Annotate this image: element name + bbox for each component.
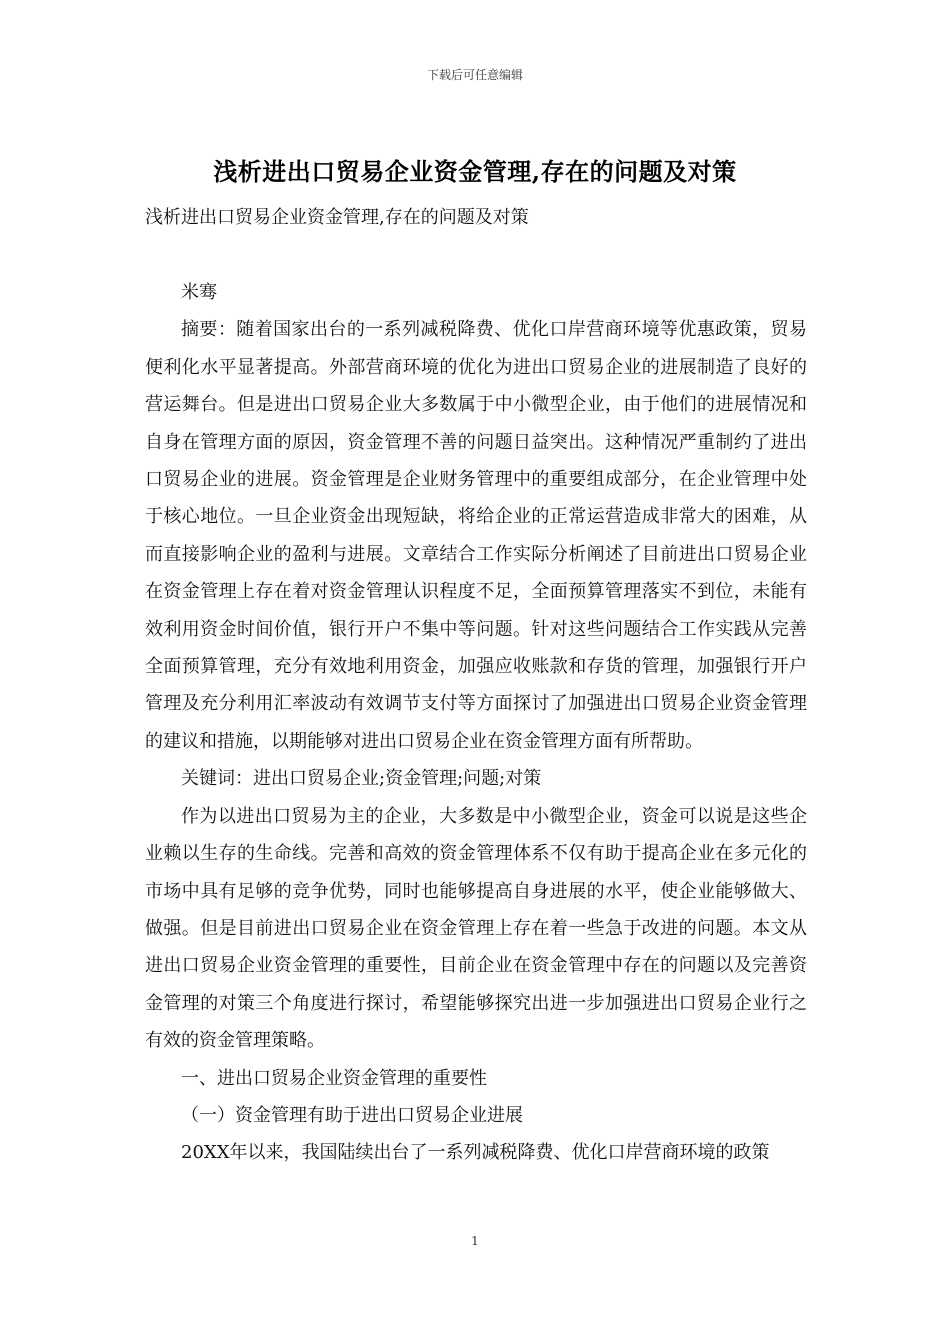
page-number: 1 xyxy=(471,1234,479,1248)
section-heading-1: 一、进出口贸易企业资金管理的重要性 xyxy=(181,1067,487,1089)
intro-paragraph: 作为以进出口贸易为主的企业，大多数是中小微型企业，资金可以说是这些企业赖以生存的生命线。完善和高效的资金管理体系不仅有助于提高企业在多元化的市场中具有足够的竞争优势，同时也能够提高自身进展的水平，使企业能够做大、做强。但是目前进出口贸易企业在资金管理上存在着一些急于改进的问题。本文从进出口贸易企业资金管理的重要性，目前企业在资金管理中存在的问题以及完善资金管理的对策三个角度进行探讨，希望能够探究出进一步加强进出口贸易企业行之有效的资金管理策略。 xyxy=(145,805,807,1052)
page-header-note: 下载后可任意编辑 xyxy=(426,68,523,82)
author-name: 米骞 xyxy=(181,282,217,303)
keywords-line: 关键词：进出口贸易企业;资金管理;问题;对策 xyxy=(181,768,542,790)
abstract-paragraph: 摘要：随着国家出台的一系列减税降费、优化口岸营商环境等优惠政策，贸易便利化水平显著提高。外部营商环境的优化为进出口贸易企业的进展制造了良好的营运舞台。但是进出口贸易企业大多数属于中小微型企业，由于他们的进展情况和自身在管理方面的原因，资金管理不善的问题日益突出。这种情况严重制约了进出口贸易企业的进展。资金管理是企业财务管理中的重要组成部分，在企业管理中处于核心地位。一旦企业资金出现短缺，将给企业的正常运营造成非常大的困难，从而直接影响企业的盈利与进展。文章结合工作实际分析阐述了目前进出口贸易企业在资金管理上存在着对资金管理认识程度不足，全面预算管理落实不到位，未能有效利用资金时间价值，银行开户不集中等问题。针对这些问题结合工作实践从完善全面预算管理，充分有效地利用资金，加强应收账款和存货的管理，加强银行开户管理及充分利用汇率波动有效调节支付等方面探讨了加强进出口贸易企业资金管理的建议和措施，以期能够对进出口贸易企业在资金管理方面有所帮助。 xyxy=(145,319,807,752)
subsection-heading-1: （一）资金管理有助于进出口贸易企业进展 xyxy=(181,1104,523,1126)
document-body xyxy=(145,274,807,1172)
document-title: 浅析进出口贸易企业资金管理,存在的问题及对策 xyxy=(213,157,737,186)
document-subtitle: 浅析进出口贸易企业资金管理,存在的问题及对策 xyxy=(145,207,529,228)
body-paragraph: 20XX年以来，我国陆续出台了一系列减税降费、优化口岸营商环境的政策 xyxy=(181,1142,770,1164)
